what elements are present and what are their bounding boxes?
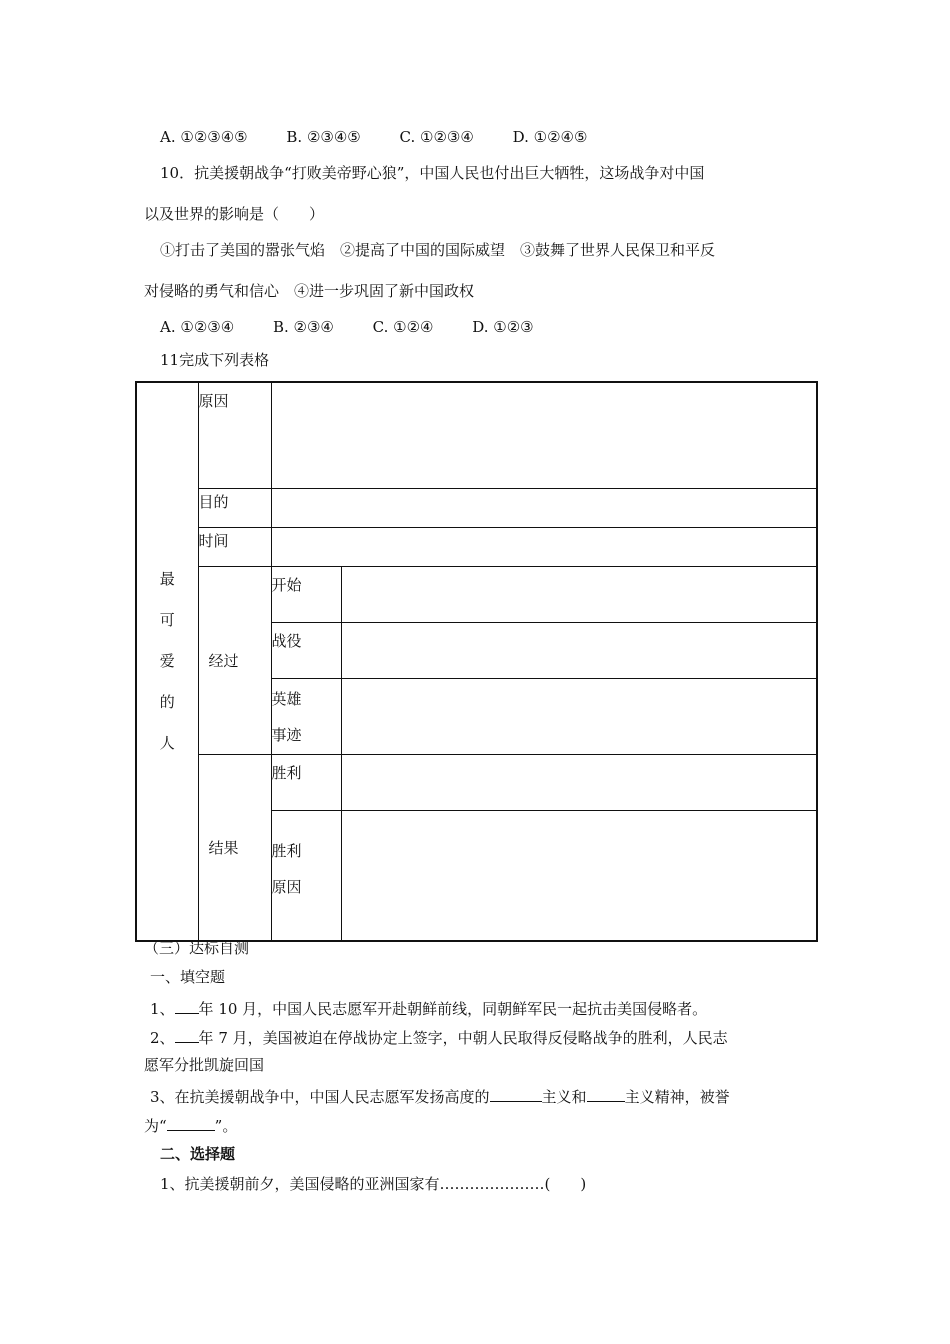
choice-question-1: 1、抗美援朝前夕，美国侵略的亚洲国家有…………………( ) [160,1175,587,1193]
fill1-text: 年 10 月，中国人民志愿军开赴朝鲜前线，同朝鲜军民一起抗击美国侵略者。 [198,1000,708,1018]
battle-label: 战役 [271,622,341,678]
q10-options [160,317,534,337]
fill3-line2-a: 为“ [144,1117,167,1135]
fill3-blank-3[interactable] [167,1114,215,1131]
victory-reason-line1: 胜利 [271,841,302,860]
q10-option-d: D. ①②③ [472,318,534,336]
q9-option-c: C. ①②③④ [399,128,474,146]
reason-label: 原因 [198,382,271,488]
reason-answer-cell[interactable] [271,382,817,488]
fill-question-3-line2 [144,1114,237,1136]
result-label: 结果 [198,754,271,941]
main-label-char: 最 [159,570,175,588]
victory-reason-answer-cell[interactable] [341,810,817,941]
fill2-prefix: 2、 [150,1029,175,1047]
victory-answer-cell[interactable] [341,754,817,810]
purpose-answer-cell[interactable] [271,488,817,527]
fill-question-2 [150,1026,728,1048]
q10-items-line2: 对侵略的勇气和信心 ④进一步巩固了新中国政权 [144,282,475,300]
fill3-text-a: 3、在抗美援朝战争中，中国人民志愿军发扬高度的 [150,1088,490,1106]
purpose-label: 目的 [198,488,271,527]
fill2-text: 年 7 月，美国被迫在停战协定上签字，中朝人民取得反侵略战争的胜利，人民志 [198,1029,728,1047]
main-label-char: 的 [159,693,175,711]
choice-section-title: 二、选择题 [160,1145,236,1163]
fill2-blank[interactable] [175,1026,199,1043]
fill-question-1 [150,997,707,1019]
fill3-blank-1[interactable] [490,1085,542,1102]
time-label: 时间 [198,527,271,566]
main-label-char: 可 [159,611,175,629]
section3-title: （三）达标自测 [144,939,250,957]
hero-label-line2: 事迹 [271,725,302,744]
q9-option-d: D. ①②④⑤ [512,128,588,146]
q9-option-b: B. ②③④⑤ [286,128,361,146]
victory-reason-line2: 原因 [271,877,302,896]
q9-option-a: A. ①②③④⑤ [160,128,248,146]
battle-answer-cell[interactable] [341,622,817,678]
victory-label: 胜利 [271,754,341,810]
fill3-line2-b: ”。 [214,1117,238,1135]
fill-section-title: 一、填空题 [150,968,226,986]
q10-stem-line1: 10．抗美援朝战争“打败美帝野心狼”，中国人民也付出巨大牺牲，这场战争对中国 [160,164,705,182]
fill3-text-b: 主义和 [541,1088,587,1106]
hero-label [271,678,341,754]
start-answer-cell[interactable] [341,566,817,622]
time-answer-cell[interactable] [271,527,817,566]
q10-option-b: B. ②③④ [272,318,334,336]
main-label-char: 爱 [159,652,175,670]
q10-items-line1: ①打击了美国的嚣张气焰 ②提高了中国的国际威望 ③鼓舞了世界人民保卫和平反 [160,241,716,259]
fill-question-2-line2: 愿军分批凯旋回国 [144,1056,265,1074]
hero-label-line1: 英雄 [271,689,302,708]
q10-option-c: C. ①②④ [372,318,434,336]
fill-question-3 [150,1085,730,1107]
hero-answer-cell[interactable] [341,678,817,754]
victory-reason-label [271,810,341,941]
process-label: 经过 [198,566,271,754]
q10-stem-line2: 以及世界的影响是（ ） [144,205,325,223]
fill1-blank[interactable] [175,997,199,1014]
fill1-prefix: 1、 [150,1000,175,1018]
q11-table [135,381,818,942]
q9-options [160,127,587,147]
main-label-char: 人 [159,734,175,752]
fill3-text-c: 主义精神，被誉 [624,1088,730,1106]
q10-option-a: A. ①②③④ [160,318,235,336]
q11-title: 11完成下列表格 [160,351,270,369]
start-label: 开始 [271,566,341,622]
fill3-blank-2[interactable] [587,1085,625,1102]
main-label-cell [136,382,198,941]
